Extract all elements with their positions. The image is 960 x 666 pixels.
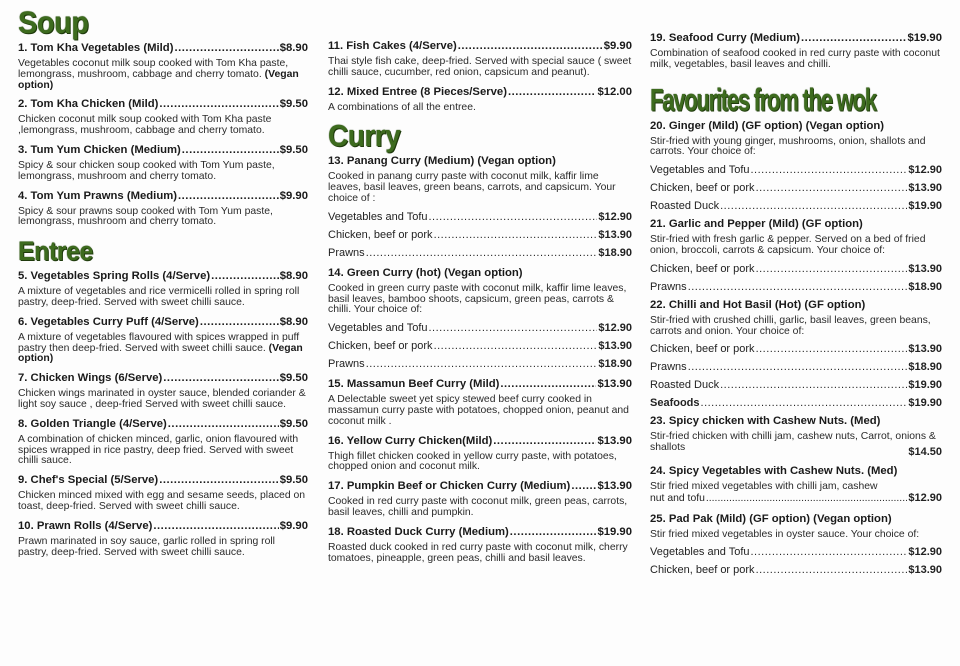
item-price: $13.90 [597, 480, 632, 493]
menu-item [650, 298, 942, 411]
menu-item [650, 217, 942, 294]
item-description: Cooked in red curry paste with coconut milk, green peas, carrots, basil leaves, chilli and pumpkin. [328, 496, 628, 518]
item-description: Chicken minced mixed with egg and sesame seeds, placed on toast, deep-fried. Served with sweet chilli sauce. [18, 490, 306, 512]
menu-item [650, 464, 942, 505]
price-option: Prawns ..... $18.90 [650, 361, 942, 374]
item-description: Stir-fried with young ginger, mushrooms, onion, shallots and carrots. Your choice of: [650, 135, 926, 158]
price-option: Vegetables and Tofu ..... $12.90 [650, 546, 942, 559]
item-title: 25. Pad Pak (Mild) (GF option) (Vegan option) [650, 512, 892, 525]
price-option: Prawns ..... $18.90 [328, 247, 632, 260]
price-option: Vegetables and Tofu ..... $12.90 [328, 211, 632, 224]
menu-item [328, 154, 632, 259]
item-description: Stir-fried chicken with chilli jam, cashew nuts, Carrot, onions & shallots [650, 431, 936, 454]
menu-column-3 [650, 28, 942, 577]
item-description: Prawn marinated in soy sauce, garlic rolled in spring roll pastry, deep-fried. Served with sweet chilli sauce. [18, 535, 275, 558]
item-description: Vegetables coconut milk soup cooked with Tom Kha paste, lemongrass, mushroom, cabbage and cherry tomato. [18, 58, 289, 80]
item-price: $9.50 [279, 474, 308, 487]
item-title: 24. Spicy Vegetables with Cashew Nuts. (Med) [650, 464, 898, 477]
item-note: (Vegan option) [18, 342, 303, 365]
item-description: Thai style fish cake, deep-fried. Served with special sauce ( sweet chilli sauce, cucumber, red onion, capsicum and peanut). [328, 56, 632, 78]
item-description: Stir-fried with crushed chilli, garlic, basil leaves, green beans, carrots and onion. Your choice of: [650, 314, 931, 337]
item-description: A mixture of vegetables and rice vermicelli rolled in spring roll pastry, deep-fried. Served with sweet chilli sauce. [18, 286, 300, 308]
menu-item [650, 31, 942, 71]
item-price: $9.50 [279, 372, 308, 385]
price-option: Seafoods ..... $19.90 [650, 397, 942, 410]
item-title: 14. Green Curry (hot) (Vegan option) [328, 266, 523, 279]
item-description: Chicken wings marinated in oyster sauce, blended coriander & light soy sauce , deep-fried Served with sweet chilli sauce. [18, 388, 306, 410]
item-title: 7. Chicken Wings (6/Serve) [18, 372, 163, 385]
section-heading-entree: Entree [18, 236, 93, 267]
menu-column-1 [18, 6, 308, 564]
item-title: 23. Spicy chicken with Cashew Nuts. (Med) [650, 415, 881, 428]
price-option: Roasted Duck ..... $19.90 [650, 379, 942, 392]
price-option: Chicken, beef or pork ..... $13.90 [650, 564, 942, 577]
item-title: 9. Chef's Special (5/Serve) [18, 474, 159, 487]
item-description: A Delectable sweet yet spicy stewed beef curry cooked in massamun curry paste with potatoes, chopped onion, peanut and coconut milk . [328, 394, 629, 427]
menu-item [18, 417, 308, 467]
menu-item [18, 41, 308, 91]
section-heading-wok: Favourites from the wok [650, 81, 876, 118]
menu-item [328, 525, 632, 565]
item-description: A combination of chicken minced, garlic, onion flavoured with spices wrapped in rice pastry, deep fried. Served with sweet chilli sauce. [18, 433, 299, 467]
item-title: 22. Chilli and Hot Basil (Hot) (GF option) [650, 298, 866, 311]
item-title: 2. Tom Kha Chicken (Mild) [18, 98, 159, 111]
item-title: 18. Roasted Duck Curry (Medium) [328, 525, 509, 538]
menu-item [18, 519, 308, 559]
item-description: Thigh fillet chicken cooked in yellow curry paste, with potatoes, chopped onion and coconut milk. [328, 450, 617, 473]
section-heading-soup: Soup [18, 6, 89, 41]
menu-item [328, 85, 632, 114]
item-price: $9.90 [603, 40, 632, 52]
item-description: A combinations of all the entree. [328, 101, 476, 113]
item-price: $14.50 [908, 445, 942, 458]
item-description: Chicken coconut milk soup cooked with Tom Kha paste ,lemongrass, mushroom, cabbage and cherry tomato. [18, 114, 272, 137]
item-title: 20. Ginger (Mild) (GF option) (Vegan option) [650, 119, 885, 132]
item-title: 17. Pumpkin Beef or Chicken Curry (Medium) [328, 480, 571, 493]
price-option: Chicken, beef or pork ..... $13.90 [650, 343, 942, 356]
item-title: 10. Prawn Rolls (4/Serve) [18, 519, 153, 532]
item-price: $12.00 [597, 85, 632, 98]
menu-item [18, 143, 308, 183]
price-option: Prawns ..... $18.90 [650, 281, 942, 294]
item-description: Stir fried mixed vegetables in oyster sauce. Your choice of: [650, 528, 920, 540]
price-option: Vegetables and Tofu ..... $12.90 [650, 164, 942, 177]
item-price: $9.90 [279, 519, 308, 532]
item-price: $9.50 [279, 417, 308, 430]
item-title: 21. Garlic and Pepper (Mild) (GF option) [650, 218, 863, 231]
price-option: Chicken, beef or pork ..... $13.90 [328, 229, 632, 242]
menu-item [18, 315, 308, 365]
item-price: $19.90 [597, 525, 632, 538]
item-price: $8.90 [279, 42, 308, 54]
menu-item [18, 473, 308, 513]
item-title: 12. Mixed Entree (8 Pieces/Serve) [328, 85, 507, 98]
item-price: $19.90 [907, 32, 942, 44]
item-title: 11. Fish Cakes (4/Serve) [328, 40, 457, 52]
item-description: Stir fried mixed vegetables with chilli jam, cashew [650, 480, 878, 492]
item-title: 19. Seafood Curry (Medium) [650, 32, 801, 44]
menu-item [328, 377, 632, 427]
item-description: A mixture of vegetables flavoured with spices wrapped in puff pastry then deep-fried. Served with sweet chilli sauce. [18, 331, 300, 354]
item-title: 15. Massamun Beef Curry (Mild) [328, 378, 500, 391]
item-description: Cooked in green curry paste with coconut milk, kaffir lime leaves, basil leaves, bamboo shoots, capsicum, green peas, carrots & chilli. Your choice of: [328, 282, 627, 316]
item-price: $9.50 [279, 98, 308, 111]
price-option: Prawns ..... $18.90 [328, 358, 632, 371]
menu-item [18, 189, 308, 229]
item-title: 16. Yellow Curry Chicken(Mild) [328, 434, 493, 447]
item-title: 6. Vegetables Curry Puff (4/Serve) [18, 315, 199, 328]
menu-item [650, 414, 942, 458]
price-option: Vegetables and Tofu ..... $12.90 [328, 322, 632, 335]
item-description: Cooked in panang curry paste with coconut milk, kaffir lime leaves, basil leaves, green beans, carrots, and capsicum. Your choice of : [328, 171, 616, 204]
item-description: Roasted duck cooked in red curry paste with coconut milk, cherry tomatoes, pineapple, green peas, chilli and basil leaves. [328, 541, 628, 564]
item-description-tail: nut and tofu ..... $12.90 [650, 493, 942, 505]
menu-item [18, 371, 308, 411]
menu-item [650, 119, 942, 214]
price-option: Roasted Duck ..... $19.90 [650, 200, 942, 213]
menu-column-2 [328, 36, 632, 570]
menu-item [328, 434, 632, 474]
item-description: Spicy & sour prawns soup cooked with Tom Yum paste, lemongrass, mushroom and cherry tomato. [18, 205, 273, 228]
item-title: 4. Tom Yum Prawns (Medium) [18, 189, 178, 202]
item-note: (Vegan option) [18, 68, 299, 91]
item-price: $13.90 [597, 378, 632, 391]
price-option: Chicken, beef or pork ..... $13.90 [328, 340, 632, 353]
section-heading-curry: Curry [328, 119, 401, 153]
item-title: 5. Vegetables Spring Rolls (4/Serve) [18, 270, 211, 283]
item-price: $8.90 [279, 270, 308, 283]
item-title: 8. Golden Triangle (4/Serve) [18, 417, 167, 430]
item-price: $12.90 [908, 491, 942, 504]
item-title: 3. Tum Yum Chicken (Medium) [18, 143, 181, 156]
item-price: $8.90 [279, 315, 308, 328]
item-price: $9.50 [279, 143, 308, 156]
item-title: 1. Tom Kha Vegetables (Mild) [18, 42, 174, 54]
price-option: Chicken, beef or pork ..... $13.90 [650, 182, 942, 195]
item-description: Spicy & sour chicken soup cooked with Tom Yum paste, lemongrass, mushroom and cherry tomato. [18, 159, 275, 182]
item-description: Stir-fried with fresh garlic & pepper. Served on a bed of fried onion, broccoli, carrots & capsicum. Your choice of: [650, 234, 926, 256]
menu-item [650, 512, 942, 578]
menu-item [18, 269, 308, 309]
item-price: $9.90 [279, 189, 308, 202]
item-price: $13.90 [597, 434, 632, 447]
menu-item [328, 266, 632, 371]
item-title: 13. Panang Curry (Medium) (Vegan option) [328, 155, 556, 168]
price-option: Chicken, beef or pork ..... $13.90 [650, 263, 942, 276]
item-description: Combination of seafood cooked in red curry paste with coconut milk, vegetables, basil leaves and chilli. [650, 48, 940, 70]
menu-item [18, 97, 308, 137]
menu-item [328, 39, 632, 79]
menu-item [328, 479, 632, 519]
